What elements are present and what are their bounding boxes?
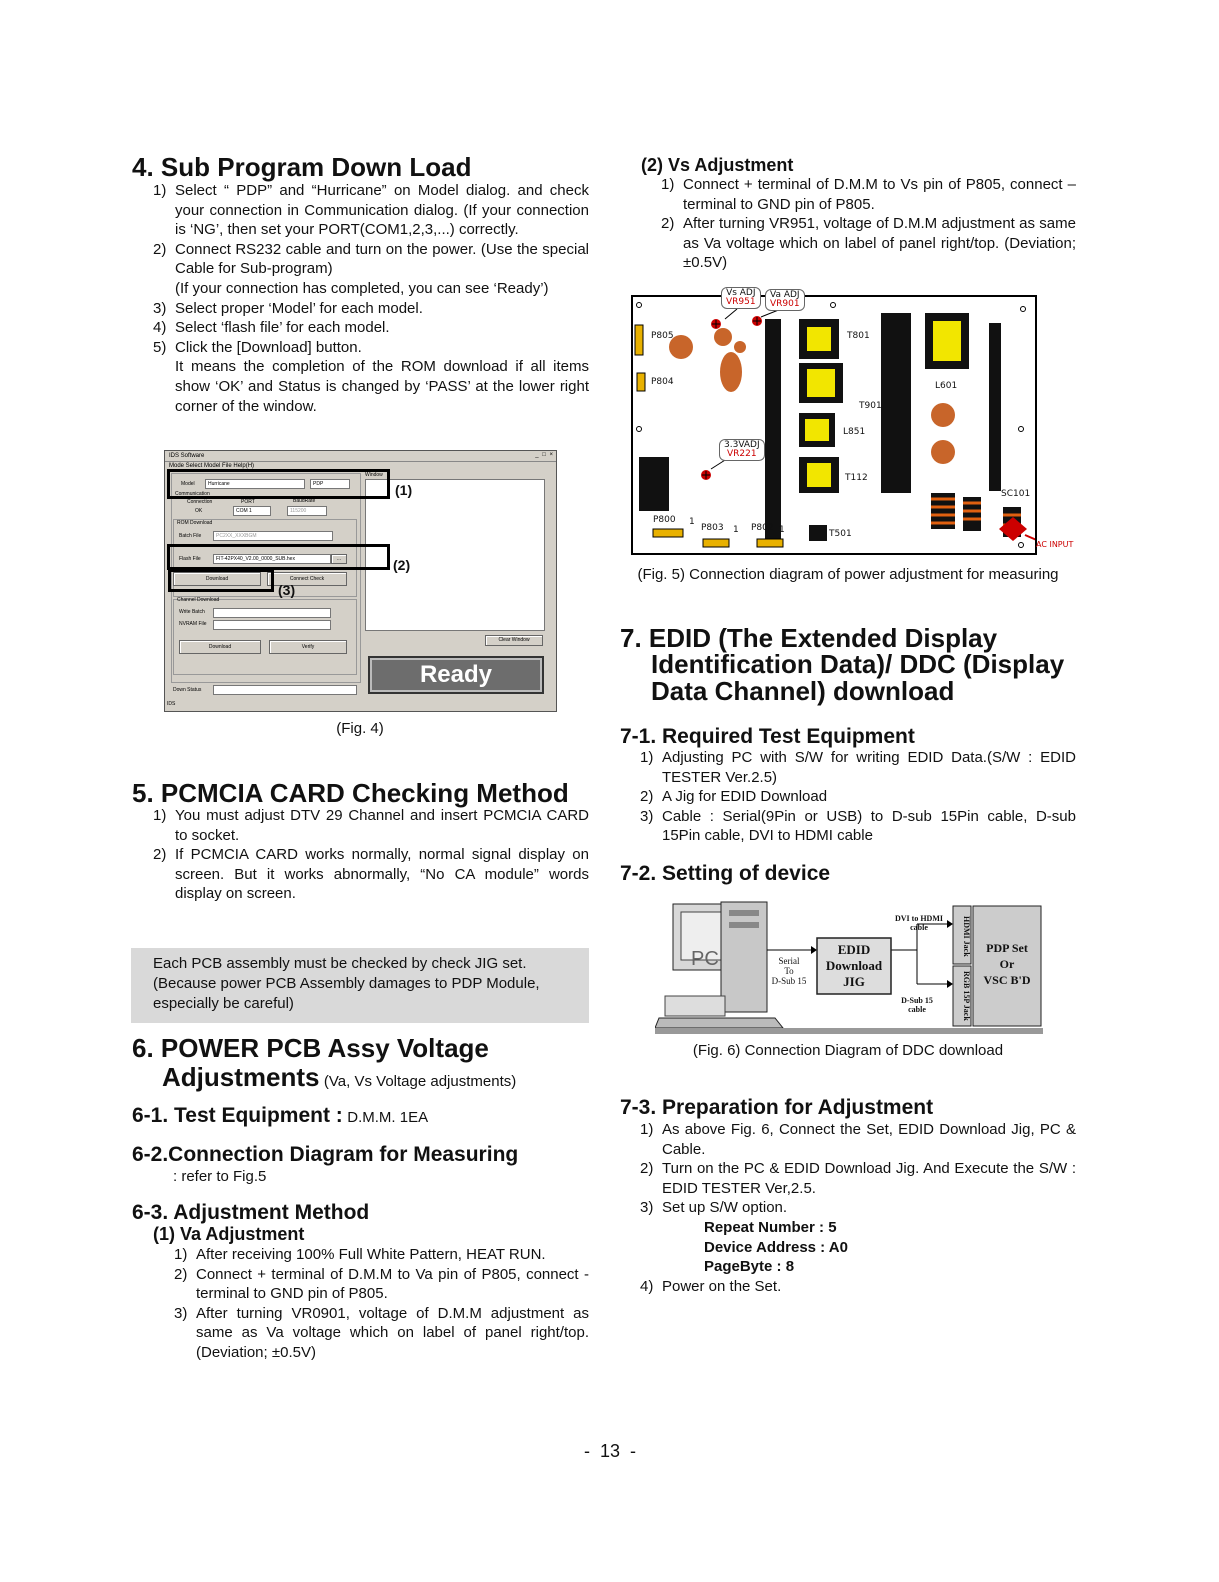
menubar: Mode Select Model File Help(H): [169, 463, 255, 469]
fig5-caption: (Fig. 5) Connection diagram of power adjustment for measuring: [637, 566, 1059, 583]
highlight-box-2: [167, 544, 390, 570]
list-item: 4) Select ‘flash file’ for each model.: [153, 319, 390, 337]
section7-title-line2: Identification Data)/ DDC (Display: [651, 649, 1065, 679]
model-select: Hurricane: [205, 479, 305, 489]
dsub-cable-label: D-Sub 15 cable: [901, 996, 933, 1014]
section6-2-text: : refer to Fig.5: [173, 1168, 267, 1185]
clear-window-button: Clear Window: [485, 635, 543, 646]
connection-label: Connection: [187, 499, 213, 505]
list-item: 4) Power on the Set.: [640, 1277, 782, 1295]
section6-title-line1: 6. POWER PCB Assy Voltage: [132, 1033, 489, 1063]
vs-adj-bubble: Vs ADJ VR951: [721, 287, 761, 309]
options-block: [640, 1218, 1076, 1277]
label-t801: T801: [847, 331, 870, 341]
list-item: 3) Set up S/W option.: [640, 1199, 788, 1217]
nvram-file-field: [213, 620, 331, 630]
baudrate-label: BaudRate: [293, 498, 316, 504]
label-p803: P803: [701, 523, 724, 533]
section4-title: 4. Sub Program Down Load: [132, 152, 472, 182]
fig6-caption: (Fig. 6) Connection Diagram of DDC download: [692, 1042, 1004, 1059]
window-controls: _ □ ×: [535, 452, 554, 458]
vs-adjustment-title: (2) Vs Adjustment: [641, 155, 794, 175]
label-t112: T112: [845, 473, 868, 483]
warning-line-1: Each PCB assembly must be checked by check JIG set.: [153, 955, 527, 972]
pdp-set-label: PDP Set Or VSC B'D: [983, 941, 1031, 987]
list-item: 2) After turning VR951, voltage of D.M.M adjustment as same as Va voltage which on label of panel right/top. (Deviation; ±0.5V): [661, 215, 1076, 272]
callout-1: (1): [395, 482, 413, 498]
section7-title-line1: 7. EDID (The Extended Display: [620, 623, 998, 653]
highlight-box-3: [168, 569, 274, 592]
warning-line-2: (Because power PCB Assembly damages to PDP Module, especially be careful): [153, 975, 540, 1012]
section5-list: [153, 806, 589, 904]
batch-file-label: Batch File: [179, 533, 202, 539]
list-item: 2) Turn on the PC & EDID Download Jig. And Execute the S/W : EDID TESTER Ver,2.5.: [640, 1160, 1076, 1197]
fig4-caption: (Fig. 4): [336, 720, 384, 737]
list-item: 5) Click the [Download] button.: [153, 338, 362, 356]
browse-button: ...: [331, 554, 347, 564]
label-ac-input: AC INPUT: [1036, 540, 1074, 549]
label-t501: T501: [829, 529, 852, 539]
statusbar: IDS: [167, 701, 176, 707]
nvram-file-label: NVRAM File: [179, 621, 207, 627]
window-titlebar: IDS Software: [165, 451, 556, 462]
section7-1-list: [640, 748, 1076, 846]
callout-2: (2): [393, 557, 411, 573]
label-sc101: SC101: [1001, 489, 1031, 499]
hdmi-jack-label: HDMI Jack: [962, 915, 971, 957]
section5-title: 5. PCMCIA CARD Checking Method: [132, 778, 569, 808]
down-status-label: Down Status: [173, 687, 202, 693]
section6-2-title: 6-2.Connection Diagram for Measuring: [132, 1143, 519, 1166]
option-pagebyte: PageByte : 8: [704, 1258, 795, 1276]
label-pin1-b: 1: [733, 525, 739, 535]
down-status-field: [213, 685, 357, 695]
label-t901: T901: [859, 401, 882, 411]
warning-box: [131, 948, 589, 1023]
write-batch-field: [213, 608, 331, 618]
section7-3-title: 7-3. Preparation for Adjustment: [620, 1096, 934, 1119]
list-item: 2) Connect + terminal of D.M.M to Va pin of P805, connect - terminal to GND pin of P805.: [174, 1265, 589, 1303]
download-button: Download: [173, 572, 261, 586]
write-batch-label: Write Batch: [179, 609, 205, 615]
option-device-address: Device Address : A0: [704, 1238, 848, 1256]
list-item: (If your connection has completed, you can see ‘Ready’): [175, 279, 549, 297]
label-p804: P804: [651, 377, 674, 387]
channel-download-button: Download: [179, 640, 261, 654]
va-adjustment-list: [174, 1245, 589, 1363]
section7-2-title: 7-2. Setting of device: [620, 862, 831, 885]
v33-adj-bubble: 3.3VADJ VR221: [719, 439, 765, 461]
section7-1-title: 7-1. Required Test Equipment: [620, 725, 915, 748]
pcb-drawing: [633, 297, 1035, 553]
section6-1-title: 6-1. Test Equipment : D.M.M. 1EA: [132, 1104, 429, 1127]
list-item: 1) Select “ PDP” and “Hurricane” on Model dialog. and check your connection in Communication dialog. (If your connection is ‘NG’, then set your PORT(COM1,2,3,...) correctly.: [153, 182, 589, 239]
list-item: 3) After turning VR0901, voltage of D.M.M adjustment as same as Va voltage which on label of panel right/top. (Deviation; ±0.5V): [174, 1304, 589, 1361]
list-item: It means the completion of the ROM download if all items show ‘OK’ and Status is changed by ‘PASS’ at the lower right corner of the window.: [175, 358, 589, 415]
section4-list: [153, 181, 589, 416]
rom-download-label: ROM Download: [177, 520, 213, 526]
list-item: 2) Connect RS232 cable and turn on the power. (Use the special Cable for Sub-program): [153, 240, 589, 278]
label-p805: P805: [651, 331, 674, 341]
list-item: 1) Adjusting PC with S/W for writing EDID Data.(S/W : EDID TESTER Ver.2.5): [640, 749, 1076, 786]
section6-3-title: 6-3. Adjustment Method: [132, 1201, 370, 1224]
va-adjustment-title: (1) Va Adjustment: [153, 1224, 305, 1244]
pcb-diagram: [631, 288, 1037, 555]
section6-title-line2: Adjustments (Va, Vs Voltage adjustments): [162, 1062, 517, 1092]
edid-jig-label: EDID Download JIG: [825, 942, 883, 989]
pc-label: PC: [691, 948, 719, 970]
section7-title-line3: Data Channel) download: [651, 676, 955, 706]
connect-check-button: Connect Check: [267, 572, 347, 586]
flash-file-field: FIT-42PX40_V2.00_0000_SUB.hex: [213, 554, 331, 564]
label-pin1-c: 1: [779, 525, 785, 535]
list-item: 3) Cable : Serial(9Pin or USB) to D-sub 15Pin cable, D-sub 15Pin cable, DVI to HDMI cable: [640, 807, 1076, 845]
verify-button: Verify: [269, 640, 347, 654]
dvi-cable-label: DVI to HDMI cable: [895, 914, 943, 932]
label-l601: L601: [935, 381, 958, 391]
model-label: Model: [181, 481, 195, 487]
option-repeat-number: Repeat Number : 5: [704, 1218, 837, 1236]
window-label: Window: [365, 472, 383, 478]
label-pin1-a: 1: [689, 517, 695, 527]
ready-status: Ready: [368, 656, 544, 694]
list-item: 2) A Jig for EDID Download: [640, 788, 828, 806]
port-label: PORT: [241, 499, 255, 505]
ddc-diagram: [655, 900, 1045, 1036]
serial-label: Serial To D-Sub 15: [771, 956, 807, 986]
list-item: 1) Connect + terminal of D.M.M to Vs pin of P805, connect – terminal to GND pin of P805.: [661, 176, 1076, 213]
list-item: 1) You must adjust DTV 29 Channel and insert PCMCIA CARD to socket.: [153, 807, 589, 844]
va-adj-bubble: Va ADJ VR901: [765, 289, 805, 311]
log-window: [365, 479, 545, 631]
batch-file-field: PC2XX_XXXBGM: [213, 531, 333, 541]
baudrate-select: 115200: [287, 506, 327, 516]
rgb-jack-label: RGB 15P Jack: [962, 971, 971, 1021]
list-item: 1) As above Fig. 6, Connect the Set, EDID Download Jig, PC & Cable.: [640, 1121, 1076, 1158]
flash-file-label: Flash File: [179, 556, 201, 562]
pdp-select: PDP: [310, 479, 350, 489]
label-p800: P800: [653, 515, 676, 525]
label-p802: P802: [751, 523, 774, 533]
list-item: 2) If PCMCIA CARD works normally, normal signal display on screen. But it works abnormally, “No CA module” words display on screen.: [153, 846, 589, 903]
list-item: 3) Select proper ‘Model’ for each model.: [153, 299, 423, 317]
list-item: 1) After receiving 100% Full White Pattern, HEAT RUN.: [174, 1246, 546, 1263]
connection-value: OK: [195, 508, 203, 514]
port-select: COM 1: [233, 506, 271, 516]
highlight-box-1: [167, 469, 390, 499]
communication-label: Communication: [175, 491, 210, 497]
callout-3: (3): [278, 582, 296, 598]
channel-download-label: Channel Download: [177, 597, 220, 603]
vs-adjustment-list: [661, 175, 1076, 273]
page-number: - 13 -: [583, 1441, 636, 1461]
section7-3-list: [640, 1120, 1076, 1296]
label-l851: L851: [843, 427, 866, 437]
